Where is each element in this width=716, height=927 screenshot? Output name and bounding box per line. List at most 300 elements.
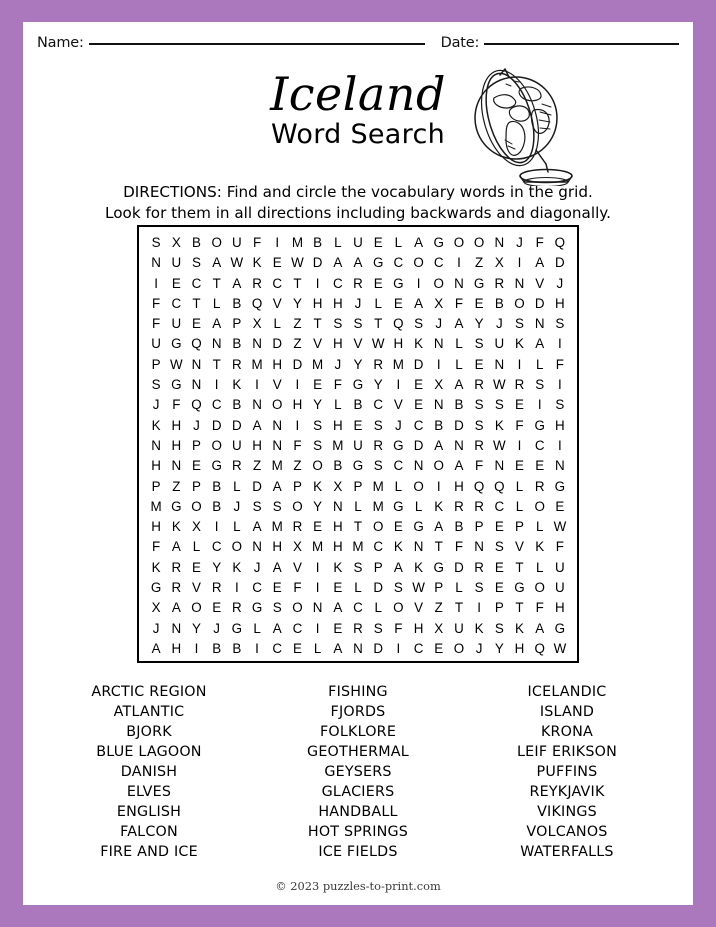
grid-cell[interactable]: F xyxy=(535,600,544,616)
grid-cell[interactable]: I xyxy=(517,437,522,453)
grid-cell[interactable]: G xyxy=(211,458,222,474)
grid-cell[interactable]: A xyxy=(171,539,181,555)
grid-cell[interactable]: E xyxy=(373,275,383,291)
grid-cell[interactable]: D xyxy=(454,417,464,433)
grid-cell[interactable]: L xyxy=(515,478,524,494)
grid-cell[interactable]: H xyxy=(514,640,525,656)
grid-cell[interactable]: T xyxy=(313,316,322,332)
word-search-grid[interactable] xyxy=(137,225,579,663)
grid-cell[interactable]: B xyxy=(212,478,222,494)
grid-cell[interactable]: S xyxy=(252,498,262,514)
grid-cell[interactable]: R xyxy=(494,275,505,291)
grid-cell[interactable]: S xyxy=(474,336,484,352)
grid-cell[interactable]: J xyxy=(233,498,241,514)
grid-cell[interactable]: P xyxy=(151,478,161,494)
grid-cell[interactable]: B xyxy=(454,397,464,413)
grid-cell[interactable]: P xyxy=(151,356,161,372)
name-write-line[interactable] xyxy=(89,43,425,45)
grid-cell[interactable]: J xyxy=(495,316,503,332)
grid-cell[interactable]: Z xyxy=(293,458,302,474)
grid-cell[interactable]: R xyxy=(252,275,262,291)
grid-cell[interactable]: N xyxy=(272,437,283,453)
grid-cell[interactable]: J xyxy=(193,417,200,433)
grid-cell[interactable]: E xyxy=(192,458,201,474)
grid-cell[interactable]: G xyxy=(393,437,404,453)
grid-cell[interactable]: E xyxy=(313,377,323,393)
grid-cell[interactable]: G xyxy=(393,275,404,291)
grid-cell[interactable]: B xyxy=(333,458,343,474)
grid-cell[interactable]: F xyxy=(535,235,544,250)
grid-cell[interactable]: K xyxy=(232,559,242,575)
grid-cell[interactable]: E xyxy=(555,498,565,514)
grid-cell[interactable]: A xyxy=(272,559,282,575)
grid-cell[interactable]: I xyxy=(477,600,481,616)
grid-cell[interactable]: K xyxy=(252,255,262,271)
grid-cell[interactable]: Q xyxy=(191,336,202,352)
grid-cell[interactable]: B xyxy=(494,295,504,311)
grid-cell[interactable]: X xyxy=(434,620,444,636)
grid-cell[interactable]: I xyxy=(214,377,219,393)
grid-cell[interactable]: T xyxy=(212,275,221,291)
grid-cell[interactable]: N xyxy=(272,417,283,433)
grid-cell[interactable]: M xyxy=(150,498,162,514)
grid-cell[interactable]: C xyxy=(393,255,404,271)
grid-cell[interactable]: J xyxy=(475,640,483,656)
grid-cell[interactable]: G xyxy=(433,235,444,250)
grid-cell[interactable]: K xyxy=(474,620,484,636)
grid-cell[interactable]: J xyxy=(152,397,160,413)
word-list-item[interactable]: KRONA xyxy=(540,724,594,740)
grid-cell[interactable]: A xyxy=(434,519,444,535)
grid-cell[interactable]: R xyxy=(232,458,242,474)
grid-cell[interactable]: S xyxy=(474,397,484,413)
grid-cell[interactable]: W xyxy=(291,255,304,271)
grid-cell[interactable]: B xyxy=(232,336,242,352)
grid-cell[interactable]: P xyxy=(232,316,242,332)
grid-cell[interactable]: R xyxy=(353,275,363,291)
word-list-item[interactable]: BLUE LAGOON xyxy=(96,744,202,760)
grid-cell[interactable]: L xyxy=(212,295,221,311)
grid-cell[interactable]: D xyxy=(272,336,283,352)
grid-cell[interactable]: I xyxy=(255,640,259,656)
word-list-item[interactable]: FIRE AND ICE xyxy=(100,844,198,860)
grid-cell[interactable]: T xyxy=(192,295,201,311)
grid-cell[interactable]: S xyxy=(313,417,323,433)
grid-cell[interactable]: H xyxy=(312,295,323,311)
grid-cell[interactable]: U xyxy=(232,235,242,250)
grid-cell[interactable]: D xyxy=(312,255,323,271)
grid-cell[interactable]: C xyxy=(191,275,202,291)
grid-cell[interactable]: L xyxy=(374,295,382,311)
grid-cell[interactable]: M xyxy=(312,356,324,372)
grid-cell[interactable]: C xyxy=(393,458,404,474)
word-list-item[interactable]: ICE FIELDS xyxy=(318,844,398,860)
grid-cell[interactable]: P xyxy=(474,519,484,535)
grid-cell[interactable]: W xyxy=(493,377,506,393)
grid-cell[interactable]: L xyxy=(354,498,362,514)
grid-cell[interactable]: H xyxy=(332,417,343,433)
grid-cell[interactable]: I xyxy=(315,580,320,596)
grid-cell[interactable]: C xyxy=(211,397,222,413)
grid-cell[interactable]: C xyxy=(272,275,283,291)
grid-cell[interactable]: F xyxy=(555,539,564,555)
grid-cell[interactable]: S xyxy=(373,620,383,636)
grid-cell[interactable]: A xyxy=(353,255,363,271)
grid-cell[interactable]: G xyxy=(231,620,243,636)
grid-cell[interactable]: M xyxy=(372,478,384,494)
grid-cell[interactable]: Y xyxy=(212,559,222,575)
grid-cell[interactable]: Q xyxy=(191,397,202,413)
grid-cell[interactable]: X xyxy=(192,519,201,535)
word-list-item[interactable]: VIKINGS xyxy=(537,804,597,820)
grid-cell[interactable]: F xyxy=(152,539,161,555)
grid-cell[interactable]: V xyxy=(313,336,323,352)
grid-cell[interactable]: W xyxy=(371,336,385,352)
grid-cell[interactable]: N xyxy=(191,356,202,372)
grid-cell[interactable]: H xyxy=(555,295,565,311)
grid-cell[interactable]: O xyxy=(433,275,444,291)
grid-cell[interactable]: A xyxy=(333,600,343,616)
grid-cell[interactable]: T xyxy=(293,275,302,291)
word-list-item[interactable]: FOLKLORE xyxy=(319,724,397,740)
grid-cell[interactable]: S xyxy=(555,316,565,332)
grid-cell[interactable]: R xyxy=(232,600,242,616)
word-list-item[interactable]: ATLANTIC xyxy=(113,704,185,720)
grid-cell[interactable]: S xyxy=(373,458,383,474)
word-list-item[interactable]: FISHING xyxy=(328,684,388,700)
grid-cell[interactable]: V xyxy=(292,559,302,575)
grid-cell[interactable]: S xyxy=(333,316,343,332)
grid-cell[interactable]: E xyxy=(494,519,504,535)
grid-cell[interactable]: A xyxy=(252,519,262,535)
grid-cell[interactable]: E xyxy=(474,356,484,372)
grid-cell[interactable]: R xyxy=(474,559,484,575)
word-list-item[interactable]: FALCON xyxy=(120,824,178,840)
grid-cell[interactable]: N xyxy=(191,377,202,393)
word-list-item[interactable]: ICELANDIC xyxy=(527,684,607,700)
grid-cell[interactable]: F xyxy=(454,295,464,311)
grid-cell[interactable]: G xyxy=(171,377,182,393)
grid-cell[interactable]: I xyxy=(396,640,401,656)
grid-cell[interactable]: I xyxy=(436,356,441,372)
grid-cell[interactable]: S xyxy=(474,417,484,433)
grid-cell[interactable]: Y xyxy=(292,295,302,311)
grid-cell[interactable]: I xyxy=(558,336,562,352)
grid-cell[interactable]: Y xyxy=(353,356,363,372)
grid-cell[interactable]: K xyxy=(151,559,161,575)
grid-cell[interactable]: L xyxy=(334,397,342,413)
grid-cell[interactable]: C xyxy=(353,600,363,616)
grid-cell[interactable]: M xyxy=(352,539,364,555)
grid-cell[interactable]: K xyxy=(414,336,424,352)
grid-cell[interactable]: C xyxy=(413,640,424,656)
grid-cell[interactable]: K xyxy=(393,539,403,555)
grid-cell[interactable]: J xyxy=(213,620,220,636)
grid-cell[interactable]: A xyxy=(414,235,424,250)
word-list-item[interactable]: ELVES xyxy=(126,784,172,800)
grid-cell[interactable]: D xyxy=(292,356,303,372)
grid-cell[interactable]: H xyxy=(171,417,182,433)
grid-cell[interactable]: A xyxy=(535,336,545,352)
grid-cell[interactable]: U xyxy=(454,620,464,636)
grid-cell[interactable]: L xyxy=(253,620,261,636)
grid-cell[interactable]: J xyxy=(516,235,523,250)
grid-cell[interactable]: S xyxy=(353,559,363,575)
grid-cell[interactable]: D xyxy=(413,437,424,453)
grid-cell[interactable]: B xyxy=(232,640,242,656)
grid-cell[interactable]: I xyxy=(558,437,562,453)
grid-cell[interactable]: L xyxy=(354,580,362,596)
grid-cell[interactable]: O xyxy=(191,498,202,514)
grid-cell[interactable]: J xyxy=(556,275,564,291)
grid-cell[interactable]: G xyxy=(372,255,384,271)
grid-cell[interactable]: D xyxy=(232,417,242,433)
grid-cell[interactable]: T xyxy=(353,519,363,535)
grid-cell[interactable]: O xyxy=(211,437,222,453)
grid-cell[interactable]: L xyxy=(455,580,463,596)
grid-cell[interactable]: A xyxy=(535,620,545,636)
grid-cell[interactable]: B xyxy=(353,397,363,413)
grid-cell[interactable]: W xyxy=(412,580,425,596)
grid-cell[interactable]: E xyxy=(272,255,282,271)
grid-cell[interactable]: F xyxy=(293,580,302,596)
grid-cell[interactable]: Z xyxy=(475,255,484,271)
grid-cell[interactable]: I xyxy=(416,275,421,291)
grid-cell[interactable]: V xyxy=(272,295,282,311)
grid-cell[interactable]: D xyxy=(534,295,545,311)
grid-cell[interactable]: I xyxy=(194,640,199,656)
grid-cell[interactable]: P xyxy=(434,580,444,596)
grid-cell[interactable]: Y xyxy=(313,397,323,413)
grid-cell[interactable]: R xyxy=(353,620,363,636)
grid-cell[interactable]: O xyxy=(191,600,202,616)
grid-cell[interactable]: G xyxy=(352,377,364,393)
grid-cell[interactable]: G xyxy=(171,336,182,352)
grid-cell[interactable]: G xyxy=(251,600,263,616)
grid-cell[interactable]: X xyxy=(434,377,444,393)
grid-cell[interactable]: I xyxy=(537,397,542,413)
grid-cell[interactable]: Y xyxy=(313,498,323,514)
grid-cell[interactable]: J xyxy=(395,417,402,433)
grid-cell[interactable]: R xyxy=(474,498,484,514)
grid-cell[interactable]: B xyxy=(192,235,201,250)
grid-cell[interactable]: S xyxy=(313,437,323,453)
grid-cell[interactable]: H xyxy=(555,417,565,433)
grid-cell[interactable]: P xyxy=(192,478,201,494)
grid-cell[interactable]: A xyxy=(272,620,282,636)
grid-cell[interactable]: T xyxy=(515,559,524,575)
grid-cell[interactable]: Z xyxy=(293,316,302,332)
grid-cell[interactable]: H xyxy=(332,519,343,535)
grid-cell[interactable]: X xyxy=(151,600,161,616)
grid-cell[interactable]: P xyxy=(373,559,383,575)
grid-cell[interactable]: R xyxy=(474,437,484,453)
grid-cell[interactable]: L xyxy=(414,498,423,514)
grid-cell[interactable]: A xyxy=(171,600,181,616)
grid-cell[interactable]: L xyxy=(273,316,281,332)
grid-cell[interactable]: S xyxy=(353,316,363,332)
grid-cell[interactable]: H xyxy=(151,458,161,474)
grid-cell[interactable]: A xyxy=(333,255,343,271)
grid-cell[interactable]: O xyxy=(433,458,444,474)
grid-cell[interactable]: K xyxy=(494,417,504,433)
grid-cell[interactable]: F xyxy=(293,437,302,453)
grid-cell[interactable]: T xyxy=(374,316,383,332)
grid-cell[interactable]: R xyxy=(534,478,545,494)
grid-cell[interactable]: A xyxy=(232,275,242,291)
grid-cell[interactable]: V xyxy=(272,377,282,393)
grid-cell[interactable]: A xyxy=(212,316,222,332)
grid-cell[interactable]: Q xyxy=(534,640,545,656)
grid-cell[interactable]: N xyxy=(555,458,565,474)
grid-cell[interactable]: C xyxy=(494,498,505,514)
grid-cell[interactable]: E xyxy=(414,397,424,413)
grid-cell[interactable]: C xyxy=(272,640,283,656)
grid-cell[interactable]: G xyxy=(352,458,364,474)
word-list-item[interactable]: GLACIERS xyxy=(321,784,395,800)
grid-cell[interactable]: C xyxy=(252,580,262,596)
grid-cell[interactable]: N xyxy=(171,620,182,636)
grid-cell[interactable]: C xyxy=(292,620,303,636)
grid-cell[interactable]: R xyxy=(454,498,464,514)
grid-cell[interactable]: Z xyxy=(252,458,262,474)
grid-cell[interactable]: S xyxy=(151,377,161,393)
grid-cell[interactable]: M xyxy=(271,519,283,535)
grid-cell[interactable]: B xyxy=(232,397,242,413)
grid-cell[interactable]: X xyxy=(292,539,302,555)
grid-cell[interactable]: H xyxy=(332,336,343,352)
grid-cell[interactable]: C xyxy=(211,539,222,555)
grid-cell[interactable]: E xyxy=(474,295,484,311)
grid-cell[interactable]: H xyxy=(272,539,283,555)
grid-cell[interactable]: L xyxy=(334,235,342,250)
grid-cell[interactable]: L xyxy=(394,478,403,494)
grid-cell[interactable]: I xyxy=(315,275,320,291)
grid-cell[interactable]: S xyxy=(272,498,282,514)
grid-cell[interactable]: I xyxy=(315,620,320,636)
grid-cell[interactable]: V xyxy=(393,397,403,413)
grid-cell[interactable]: E xyxy=(515,397,524,413)
grid-cell[interactable]: L xyxy=(535,356,544,372)
grid-cell[interactable]: F xyxy=(252,235,262,250)
grid-cell[interactable]: S xyxy=(393,580,403,596)
grid-cell[interactable]: E xyxy=(494,559,504,575)
grid-cell[interactable]: N xyxy=(151,255,161,271)
grid-cell[interactable]: I xyxy=(436,478,441,494)
grid-cell[interactable]: I xyxy=(214,519,219,535)
grid-cell[interactable]: H xyxy=(252,437,262,453)
grid-cell[interactable]: U xyxy=(171,255,182,271)
grid-cell[interactable]: V xyxy=(353,336,363,352)
word-list-item[interactable]: GEOTHERMAL xyxy=(307,744,409,760)
grid-cell[interactable]: F xyxy=(394,620,403,636)
grid-cell[interactable]: Y xyxy=(192,620,201,636)
grid-cell[interactable]: B xyxy=(454,519,464,535)
grid-cell[interactable]: S xyxy=(272,600,282,616)
grid-cell[interactable]: L xyxy=(192,539,201,555)
grid-cell[interactable]: H xyxy=(555,600,565,616)
grid-cell[interactable]: L xyxy=(535,559,544,575)
grid-cell[interactable]: O xyxy=(534,498,545,514)
grid-cell[interactable]: Q xyxy=(473,478,485,494)
grid-cell[interactable]: E xyxy=(515,458,524,474)
grid-cell[interactable]: G xyxy=(554,620,566,636)
grid-cell[interactable]: J xyxy=(253,559,261,575)
grid-cell[interactable]: G xyxy=(393,498,404,514)
grid-cell[interactable]: R xyxy=(171,580,182,596)
grid-cell[interactable]: O xyxy=(272,397,283,413)
grid-cell[interactable]: U xyxy=(232,437,242,453)
grid-cell[interactable]: D xyxy=(413,356,424,372)
grid-cell[interactable]: E xyxy=(393,295,403,311)
grid-cell[interactable]: S xyxy=(474,580,484,596)
grid-cell[interactable]: E xyxy=(535,458,545,474)
grid-cell[interactable]: X xyxy=(171,235,181,250)
grid-cell[interactable]: A xyxy=(333,640,343,656)
grid-cell[interactable]: L xyxy=(535,519,544,535)
grid-cell[interactable]: E xyxy=(414,377,424,393)
grid-cell[interactable]: O xyxy=(453,640,465,656)
grid-cell[interactable]: P xyxy=(192,437,201,453)
grid-cell[interactable]: G xyxy=(433,559,444,575)
grid-cell[interactable]: T xyxy=(434,539,443,555)
grid-cell[interactable]: I xyxy=(255,377,259,393)
grid-cell[interactable]: E xyxy=(313,519,323,535)
grid-cell[interactable]: B xyxy=(212,498,222,514)
grid-cell[interactable]: S xyxy=(535,377,545,393)
grid-cell[interactable]: R xyxy=(514,377,525,393)
grid-cell[interactable]: P xyxy=(515,519,524,535)
grid-cell[interactable]: L xyxy=(233,519,241,535)
grid-cell[interactable]: N xyxy=(494,235,505,250)
grid-cell[interactable]: K xyxy=(313,478,323,494)
grid-cell[interactable]: K xyxy=(333,559,343,575)
word-list-item[interactable]: GEYSERS xyxy=(324,764,392,780)
grid-cell[interactable]: K xyxy=(434,498,444,514)
grid-cell[interactable]: E xyxy=(192,316,201,332)
grid-cell[interactable]: Q xyxy=(554,235,566,250)
grid-cell[interactable]: N xyxy=(353,640,363,656)
grid-cell[interactable]: N xyxy=(252,336,262,352)
grid-cell[interactable]: O xyxy=(292,600,303,616)
grid-cell[interactable]: A xyxy=(454,377,464,393)
grid-cell[interactable]: L xyxy=(455,336,463,352)
grid-cell[interactable]: I xyxy=(315,559,320,575)
grid-cell[interactable]: Y xyxy=(474,316,484,332)
grid-cell[interactable]: N xyxy=(454,437,464,453)
grid-cell[interactable]: H xyxy=(171,437,182,453)
grid-cell[interactable]: I xyxy=(275,235,280,250)
grid-cell[interactable]: V xyxy=(414,600,424,616)
grid-cell[interactable]: S xyxy=(151,235,161,250)
grid-cell[interactable]: I xyxy=(558,377,562,393)
grid-cell[interactable]: U xyxy=(555,580,565,596)
grid-cell[interactable]: G xyxy=(413,519,424,535)
grid-cell[interactable]: A xyxy=(252,417,262,433)
word-list-item[interactable]: FJORDS xyxy=(330,704,386,720)
grid-cell[interactable]: I xyxy=(234,580,239,596)
grid-cell[interactable]: A xyxy=(272,478,282,494)
grid-cell[interactable]: C xyxy=(413,417,424,433)
grid-cell[interactable]: N xyxy=(151,437,161,453)
date-write-line[interactable] xyxy=(484,43,679,45)
grid-cell[interactable]: B xyxy=(212,640,222,656)
grid-cell[interactable]: E xyxy=(434,640,444,656)
grid-cell[interactable]: O xyxy=(534,580,545,596)
grid-cell[interactable]: U xyxy=(494,336,505,352)
grid-cell[interactable]: S xyxy=(414,316,424,332)
grid-cell[interactable]: A xyxy=(414,295,424,311)
